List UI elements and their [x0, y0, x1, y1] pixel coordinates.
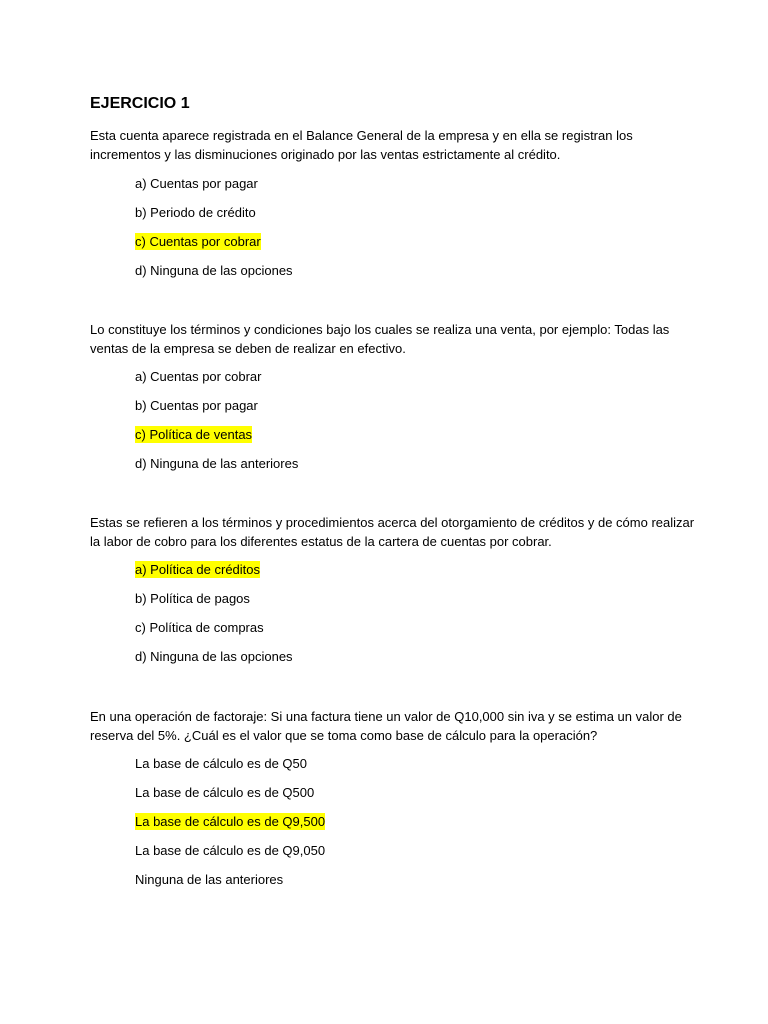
question-1-option-a: a) Cuentas por pagar [135, 176, 258, 191]
question-2-option-c-highlighted: c) Política de ventas [135, 427, 253, 442]
question-1-text: Esta cuenta aparece registrada en el Balance General de la empresa y en ella se registran los incrementos y las disminuciones originado por las ventas estrictamente al crédito. [90, 128, 633, 162]
question-3-option-c: c) Política de compras [135, 620, 264, 635]
question-2-option-a: a) Cuentas por cobrar [135, 369, 262, 384]
question-1-option-d: d) Ninguna de las opciones [135, 263, 293, 278]
question-2-option-b: b) Cuentas por pagar [135, 398, 258, 413]
question-3-text: Estas se refieren a los términos y procedimientos acerca del otorgamiento de créditos y de cómo realizar la labor de cobro para los diferentes estatus de la cartera de cuentas por cobrar. [90, 515, 695, 549]
question-4-option-4: La base de cálculo es de Q9,050 [135, 843, 326, 858]
question-2-option-d: d) Ninguna de las anteriores [135, 456, 299, 471]
question-4-option-5: Ninguna de las anteriores [135, 872, 284, 887]
question-3-option-b: b) Política de pagos [135, 591, 250, 606]
question-1-option-c-highlighted: c) Cuentas por cobrar [135, 234, 261, 249]
question-3-option-a-highlighted: a) Política de créditos [135, 562, 261, 577]
question-4-option-1: La base de cálculo es de Q50 [135, 756, 308, 771]
question-4-option-2: La base de cálculo es de Q500 [135, 785, 315, 800]
question-4-text: En una operación de factoraje: Si una factura tiene un valor de Q10,000 sin iva y se estima un valor de reserva del 5%. ¿Cuál es el valor que se toma como base de cálculo para la operación? [90, 709, 682, 743]
question-2-text: Lo constituye los términos y condiciones bajo los cuales se realiza una venta, por ejemplo: Todas las ventas de la empresa se deben de realizar en efectivo. [90, 322, 670, 356]
question-4-option-3-highlighted: La base de cálculo es de Q9,500 [135, 814, 326, 829]
document-title: EJERCICIO 1 [90, 95, 190, 112]
question-1-option-b: b) Periodo de crédito [135, 205, 256, 220]
question-3-option-d: d) Ninguna de las opciones [135, 649, 293, 664]
